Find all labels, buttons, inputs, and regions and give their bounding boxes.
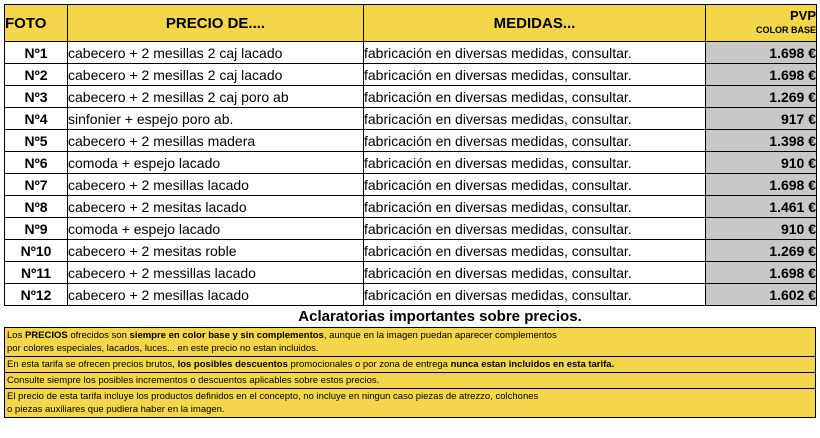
row-number: Nº8 [5,196,68,218]
table-row [5,262,817,284]
note-descuentos [4,356,816,373]
table-row [5,174,817,196]
row-price: 1.698 € [706,262,817,284]
row-description: sinfonier + espejo poro ab. [68,108,364,130]
table-row [5,86,817,108]
row-number: Nº5 [5,130,68,152]
note-precios-line2: por colores especiales, lacados, luces... en este precio no estan incluidos. [7,343,319,354]
header-precio: PRECIO DE.... [68,5,364,42]
header-foto: FOTO [5,5,68,42]
row-description: cabecero + 2 mesillas lacado [68,174,364,196]
header-row [5,5,817,42]
table-row [5,130,817,152]
row-number: Nº6 [5,152,68,174]
table-row [5,284,817,306]
table-row [5,108,817,130]
note-precios-line1 [7,329,813,342]
row-medidas: fabricación en diversas medidas, consultar. [364,262,706,284]
note-text: , aunque en la imagen puedan aparecer complementos [323,330,557,341]
note-precios [4,327,816,357]
row-medidas: fabricación en diversas medidas, consultar. [364,284,706,306]
note-text: ofrecidos son [67,330,130,341]
row-medidas: fabricación en diversas medidas, consultar. [364,218,706,240]
row-number: Nº10 [5,240,68,262]
row-price: 1.269 € [706,86,817,108]
header-pvp-sub: COLOR BASE [755,25,816,35]
row-price: 1.461 € [706,196,817,218]
row-price: 1.269 € [706,240,817,262]
row-description: cabecero + 2 messillas lacado [68,262,364,284]
row-number: Nº7 [5,174,68,196]
note-text: Los [7,330,25,341]
table-row [5,218,817,240]
note-incluye-line2: o piezas auxiliares que pudiera haber en la imagen. [7,404,225,415]
price-table [4,4,817,306]
note-text: En esta tarifa se ofrecen precios brutos, [7,359,178,370]
row-medidas: fabricación en diversas medidas, consultar. [364,42,706,64]
row-price: 1.698 € [706,174,817,196]
notes-title: Aclaratorias importantes sobre precios. [298,308,582,325]
row-number: Nº2 [5,64,68,86]
row-number: Nº11 [5,262,68,284]
header-medidas: MEDIDAS... [364,5,706,42]
row-number: Nº3 [5,86,68,108]
note-bold: nunca estan incluidos en esta tarifa. [450,359,615,370]
note-bold: siempre en color base y sin complementos [129,330,324,341]
note-text: promocionales o por zona de entrega [287,359,451,370]
table-row [5,42,817,64]
row-number: Nº12 [5,284,68,306]
note-consulte: Consulte siempre los posibles incrementos o descuentos aplicables sobre estos precios. [4,372,816,389]
header-pvp-label: PVP [789,8,816,23]
row-price: 1.698 € [706,64,817,86]
note-bold: los posibles descuentos [177,359,288,370]
row-price: 910 € [706,152,817,174]
table-row [5,196,817,218]
row-medidas: fabricación en diversas medidas, consultar. [364,196,706,218]
row-description: cabecero + 2 mesillas 2 caj lacado [68,42,364,64]
note-incluye-line1: El precio de esta tarifa incluye los productos definidos en el concepto, no incluye en ningun caso piezas de atrezzo, colchones [7,391,539,402]
row-medidas: fabricación en diversas medidas, consultar. [364,86,706,108]
row-price: 1.698 € [706,42,817,64]
row-medidas: fabricación en diversas medidas, consultar. [364,108,706,130]
row-number: Nº1 [5,42,68,64]
row-description: cabecero + 2 mesillas lacado [68,284,364,306]
row-medidas: fabricación en diversas medidas, consultar. [364,152,706,174]
row-description: cabecero + 2 mesillas madera [68,130,364,152]
table-row [5,152,817,174]
note-incluye [4,388,816,418]
row-price: 910 € [706,218,817,240]
row-number: Nº9 [5,218,68,240]
table-row [5,64,817,86]
note-bold: PRECIOS [24,330,68,341]
row-medidas: fabricación en diversas medidas, consultar. [364,240,706,262]
row-number: Nº4 [5,108,68,130]
row-description: comoda + espejo lacado [68,218,364,240]
row-description: cabecero + 2 mesitas roble [68,240,364,262]
header-pvp [706,5,817,42]
row-description: cabecero + 2 mesillas 2 caj poro ab [68,86,364,108]
table-body [5,42,817,306]
row-medidas: fabricación en diversas medidas, consultar. [364,130,706,152]
price-sheet [4,4,816,418]
table-row [5,240,817,262]
row-medidas: fabricación en diversas medidas, consultar. [364,174,706,196]
row-price: 917 € [706,108,817,130]
row-description: cabecero + 2 mesillas 2 caj lacado [68,64,364,86]
row-description: cabecero + 2 mesitas lacado [68,196,364,218]
row-price: 1.602 € [706,284,817,306]
row-medidas: fabricación en diversas medidas, consultar. [364,64,706,86]
row-description: comoda + espejo lacado [68,152,364,174]
row-price: 1.398 € [706,130,817,152]
